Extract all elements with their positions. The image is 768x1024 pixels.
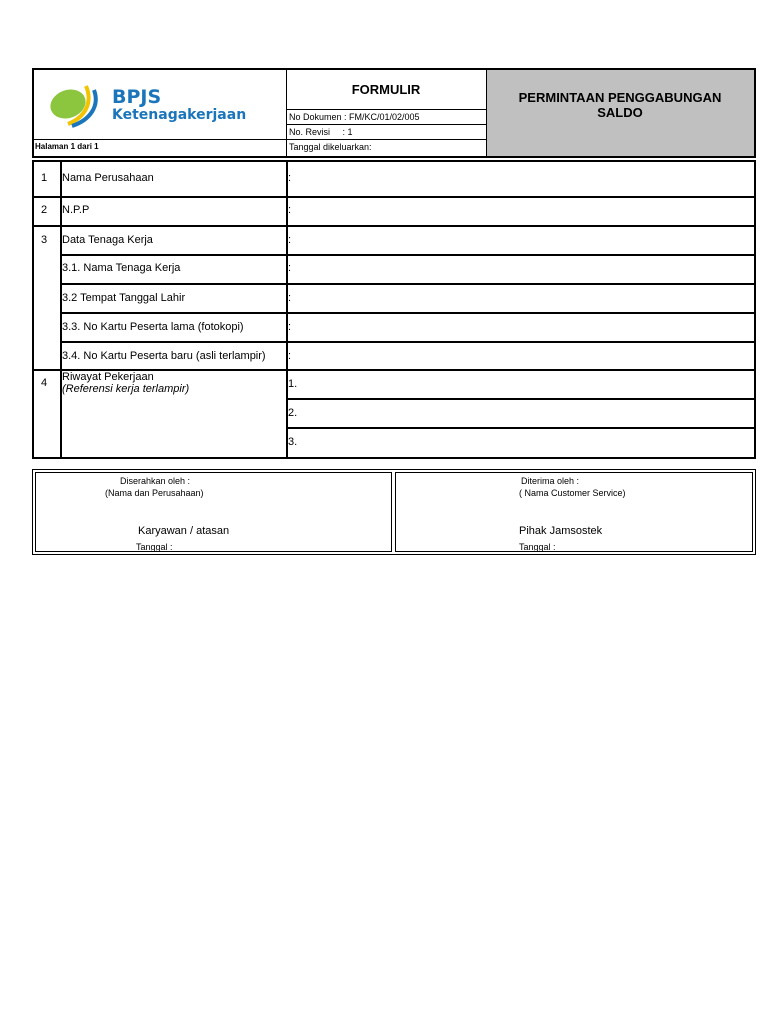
receiver-date[interactable]: Tanggal : [519,542,556,552]
field-label-new-card-number: 3.4. No Kartu Peserta baru (asli terlampir) [62,350,266,362]
work-history-item-2[interactable]: 2. [288,407,298,419]
brand-name: BPJS [112,86,162,108]
field-label-birth-place-date: 3.2 Tempat Tanggal Lahir [62,292,186,304]
row-number: 4 [41,377,48,389]
form-title-line2: SALDO [597,105,643,120]
form-label: FORMULIR [351,82,421,97]
row-number: 3 [41,234,48,246]
bpjs-leaf-icon [48,82,110,128]
work-history-item-1[interactable]: 1. [288,378,298,390]
received-by-hint: ( Nama Customer Service) [519,488,626,498]
form-title-line1: PERMINTAAN PENGGABUNGAN [518,90,722,105]
field-label-old-card-number: 3.3. No Kartu Peserta lama (fotokopi) [62,321,244,333]
doc-number: No Dokumen : FM/KC/01/02/005 [289,112,420,122]
submitter-role: Karyawan / atasan [138,525,230,537]
submitted-by-hint: (Nama dan Perusahaan) [105,488,204,498]
issued-date: Tanggal dikeluarkan: [289,142,372,152]
field-label-work-history: Riwayat Pekerjaan [62,371,154,383]
row-number: 2 [41,204,48,216]
field-label-worker-data: Data Tenaga Kerja [62,234,153,246]
signature-left-box [35,472,392,552]
revision-number: No. Revisi : 1 [289,127,353,137]
field-label-npp: N.P.P [62,204,90,216]
row-number: 1 [41,172,48,184]
brand-subtitle: Ketenagakerjaan [112,107,247,123]
field-company-name[interactable]: : [288,172,292,184]
page-indicator: Halaman 1 dari 1 [35,142,99,151]
field-npp[interactable]: : [288,204,292,216]
submitter-date[interactable]: Tanggal : [136,542,173,552]
receiver-role: Pihak Jamsostek [519,525,603,537]
submitted-by-label: Diserahkan oleh : [120,476,191,486]
field-old-card-number[interactable]: : [288,321,292,333]
work-history-note: (Referensi kerja terlampir) [62,383,190,395]
field-label-company-name: Nama Perusahaan [62,172,154,184]
received-by-label: Diterima oleh : [521,476,580,486]
brand-logo [48,82,248,128]
work-history-item-3[interactable]: 3. [288,436,298,448]
field-worker-name[interactable]: : [288,262,292,274]
field-label-worker-name: 3.1. Nama Tenaga Kerja [62,262,181,274]
field-new-card-number[interactable]: : [288,350,292,362]
field-worker-data[interactable]: : [288,234,292,246]
field-birth-place-date[interactable]: : [288,292,292,304]
